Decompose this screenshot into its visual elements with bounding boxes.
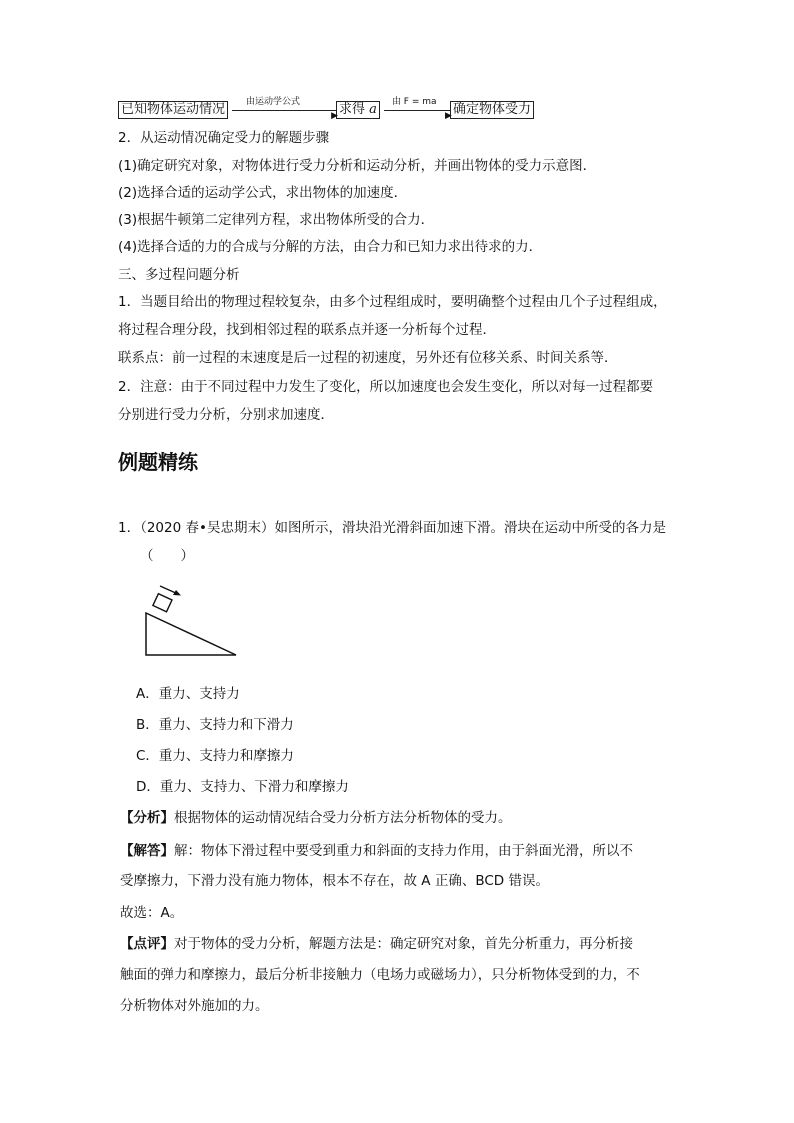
comment-line-3: 分析物体对外施加的力。	[120, 998, 269, 1014]
text-line-1: 2．从运动情况确定受力的解题步骤	[118, 130, 330, 146]
text-line-9: 联系点：前一过程的末速度是后一过程的初速度，另外还有位移关系、时间关系等．	[118, 350, 618, 366]
flow-arrow-label-1: 由运动学公式	[246, 97, 301, 107]
answer-line-2: 受摩擦力，下滑力没有施力物体，根本不存在，故 A 正确、BCD 错误。	[120, 873, 549, 889]
sliding-block	[153, 594, 172, 612]
text-line-6: 三、多过程问题分析	[118, 267, 240, 283]
text-line-2: (1)确定研究对象，对物体进行受力分析和运动分析，并画出物体的受力示意图．	[118, 158, 597, 174]
analysis-tag: 【分析】	[120, 810, 174, 826]
option-c: C．重力、支持力和摩擦力	[136, 748, 294, 764]
comment-tag: 【点评】	[120, 936, 174, 952]
incline-triangle	[146, 613, 236, 655]
incline-figure	[138, 585, 248, 660]
option-a: A．重力、支持力	[136, 686, 240, 702]
option-b: B．重力、支持力和下滑力	[136, 717, 294, 733]
question-blank: （ ）	[140, 548, 194, 564]
analysis-text: 根据物体的运动情况结合受力分析方法分析物体的受力。	[174, 810, 512, 826]
answer-choice: 故选：A。	[120, 905, 184, 921]
text-line-4: (3)根据牛顿第二定律列方程，求出物体所受的合力．	[118, 212, 435, 228]
flow-box-get-a-var: a	[369, 102, 377, 117]
text-line-10: 2．注意：由于不同过程中力发生了变化，所以加速度也会发生变化，所以对每一过程都要	[118, 379, 654, 395]
answer-line-1	[120, 841, 633, 861]
flow-box-get-a-text: 求得	[339, 102, 366, 117]
arrow-right-icon: ▶	[331, 111, 339, 121]
flow-diagram	[118, 99, 534, 119]
flow-arrow-2	[380, 97, 452, 121]
flow-arrow-1	[228, 97, 339, 121]
option-d: D．重力、支持力、下滑力和摩擦力	[136, 779, 349, 795]
answer-text-1: 解：物体下滑过程中要受到重力和斜面的支持力作用，由于斜面光滑，所以不	[174, 843, 633, 859]
text-line-3: (2)选择合适的运动学公式，求出物体的加速度．	[118, 185, 408, 201]
analysis-line	[120, 808, 512, 828]
flow-box-determine-force: 确定物体受力	[450, 101, 534, 119]
text-line-11: 分别进行受力分析，分别求加速度．	[118, 407, 334, 423]
velocity-arrow-icon	[160, 586, 181, 596]
flow-box-get-a	[336, 101, 380, 119]
text-line-5: (4)选择合适的力的合成与分解的方法，由合力和已知力求出待求的力．	[118, 239, 543, 255]
comment-text-1: 对于物体的受力分析，解题方法是：确定研究对象，首先分析重力，再分析接	[174, 936, 633, 952]
flow-box-known-motion: 已知物体运动情况	[118, 101, 228, 119]
comment-line-2: 触面的弹力和摩擦力，最后分析非接触力（电场力或磁场力），只分析物体受到的力，不	[120, 967, 640, 983]
arrow-right-icon: ▶	[445, 111, 452, 121]
flow-arrow-label-2: 由 F = ma	[391, 97, 437, 107]
question-line-1: 1．（2020 春•吴忠期末）如图所示，滑块沿光滑斜面加速下滑。滑块在运动中所受的各力是	[118, 520, 666, 536]
text-line-7: 1．当题目给出的物理过程较复杂，由多个过程组成时，要明确整个过程由几个子过程组成，	[118, 294, 667, 310]
answer-tag: 【解答】	[120, 843, 174, 859]
section-title: 例题精练	[118, 450, 198, 474]
comment-line-1	[120, 934, 633, 954]
text-line-8: 将过程合理分段，找到相邻过程的联系点并逐一分析每个过程．	[118, 322, 496, 338]
